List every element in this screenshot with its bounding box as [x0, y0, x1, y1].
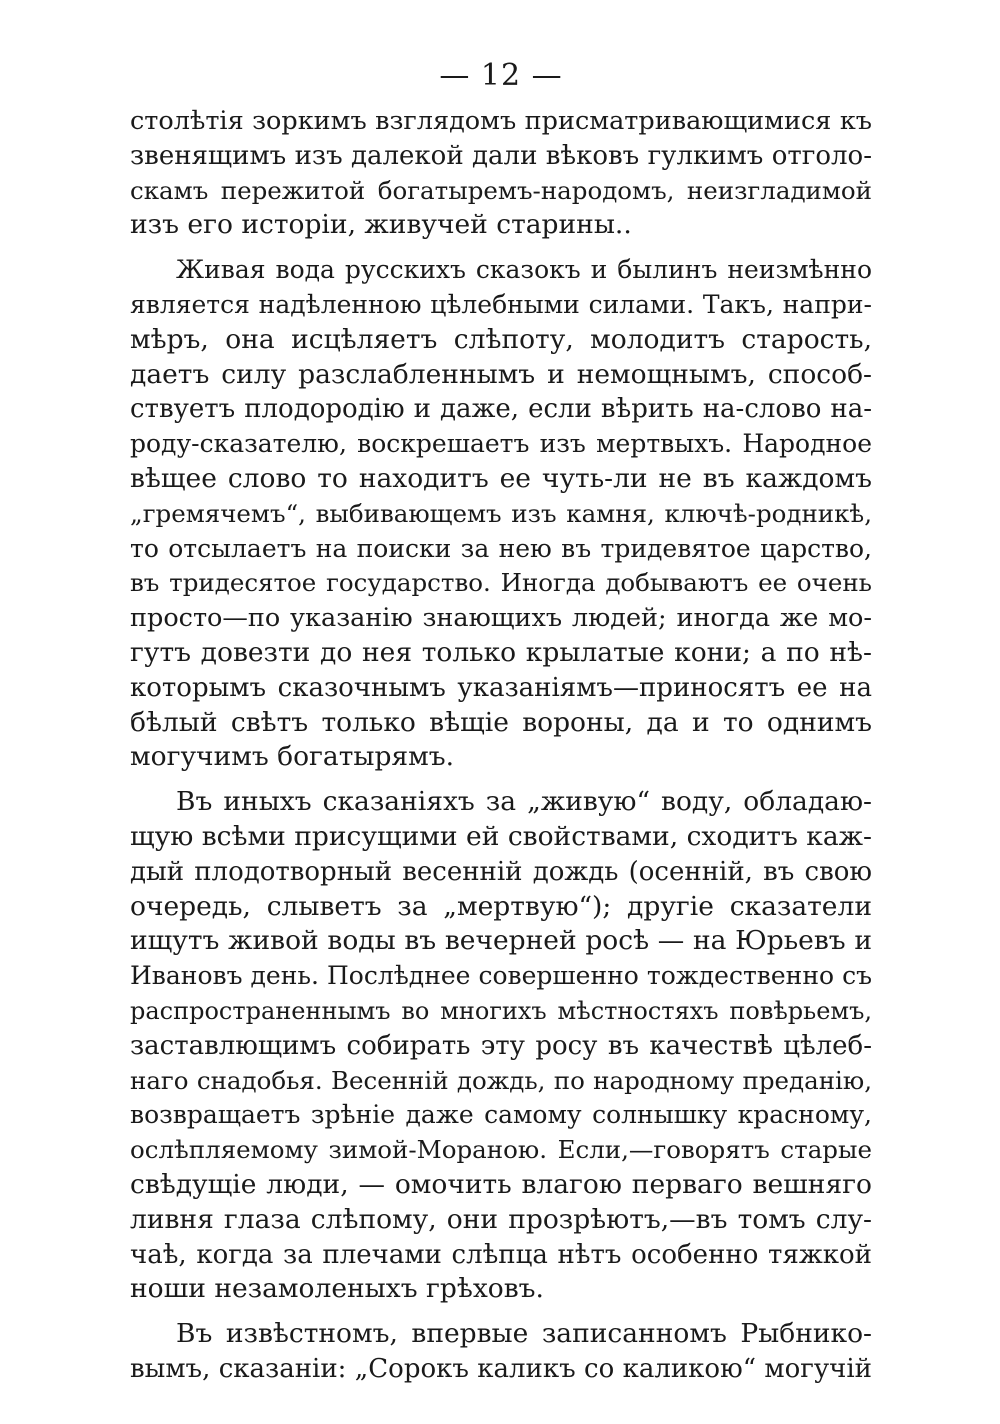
text-line: столѣтія зоркимъ взглядомъ присматривающимися къ — [130, 106, 872, 136]
text-line: ноши незамоленыхъ грѣховъ. — [130, 1273, 544, 1305]
text-line: Ивановъ день. Послѣднее совершенно тождественно съ — [130, 961, 872, 991]
text-line: бѣлый свѣтъ только вѣщіе вороны, да и то однимъ — [130, 706, 872, 738]
page-number: — 12 — — [439, 58, 563, 93]
text-line: мѣръ, она исцѣляетъ слѣпоту, молодитъ старость, — [130, 323, 872, 355]
text-line: возвращаетъ зрѣніе даже самому солнышку красному, — [130, 1100, 872, 1130]
text-line: роду-сказателю, воскрешаетъ изъ мертвыхъ. Народное — [130, 429, 872, 459]
document-page — [130, 58, 872, 1397]
text-line: Живая вода русскихъ сказокъ и былинъ неизмѣнно — [176, 255, 872, 285]
text-line: гутъ довезти до нея только крылатые кони; а по нѣ- — [130, 636, 872, 668]
text-line: ливня глаза слѣпому, они прозрѣютъ,—въ томъ слу- — [130, 1203, 872, 1235]
text-line: „гремячемъ“, выбивающемъ изъ камня, ключѣ-родникѣ, — [130, 498, 872, 528]
paragraph-3 — [130, 785, 872, 1307]
text-line: вымъ, сказаніи: „Сорокъ каликъ со каликою“ могучій — [130, 1353, 872, 1384]
text-line: которымъ сказочнымъ указаніямъ—приносятъ ее на — [130, 672, 872, 703]
text-line: щую всѣми присущими ей свойствами, сходитъ каж- — [130, 820, 872, 852]
text-line: Въ извѣстномъ, впервые записанномъ Рыбнико- — [176, 1318, 872, 1350]
text-line: вѣщее слово то находитъ ее чуть-ли не въ каждомъ — [130, 462, 872, 494]
text-line: очередь, слыветъ за „мертвую“); другіе сказатели — [130, 890, 872, 922]
paragraph-2 — [130, 253, 872, 775]
text-line: даетъ силу разслабленнымъ и немощнымъ, способ- — [130, 358, 872, 390]
text-line: просто—по указанію знающихъ людей; иногда же мо- — [130, 603, 872, 634]
text-line: ослѣпляемому зимой-Мораною. Если,—говорятъ старые — [130, 1135, 872, 1165]
text-line: свѣдущіе люди, — омочить влагою перваго вешняго — [130, 1168, 872, 1200]
text-line: распространеннымъ во многихъ мѣстностяхъ повѣрьемъ, — [130, 996, 872, 1025]
text-line: то отсылаетъ на поиски за нею въ тридевятое царство, — [130, 533, 872, 563]
paragraph-4 — [130, 1317, 872, 1387]
text-line: ищутъ живой воды въ вечерней росѣ — на Юрьевъ и — [130, 925, 872, 957]
text-line: изъ его исторіи, живучей старины.. — [130, 209, 632, 241]
text-line: чаѣ, когда за плечами слѣпца нѣтъ особенно тяжкой — [130, 1239, 872, 1270]
text-line: дый плодотворный весенній дождь (осенній, въ свою — [130, 856, 872, 887]
paragraph-1 — [130, 104, 872, 243]
text-line: ствуетъ плодородію и даже, если вѣрить на-слово на- — [130, 394, 872, 425]
text-line: Въ иныхъ сказаніяхъ за „живую“ воду, обладаю- — [176, 786, 872, 818]
text-line: могучимъ богатырямъ. — [130, 741, 455, 773]
text-line: заставлющимъ собирать эту росу въ качествѣ цѣлеб- — [130, 1030, 872, 1061]
text-line: скамъ пережитой богатыремъ-народомъ, неизгладимой — [130, 175, 872, 205]
text-line: звенящимъ изъ далекой дали вѣковъ гулкимъ отголо- — [130, 140, 872, 171]
text-line: въ тридесятое государство. Иногда добываютъ ее очень — [130, 568, 872, 598]
text-line: является надѣленною цѣлебными силами. Такъ, напри- — [130, 289, 872, 319]
text-line: наго снадобья. Весенній дождь, по народному преданію, — [130, 1065, 872, 1095]
